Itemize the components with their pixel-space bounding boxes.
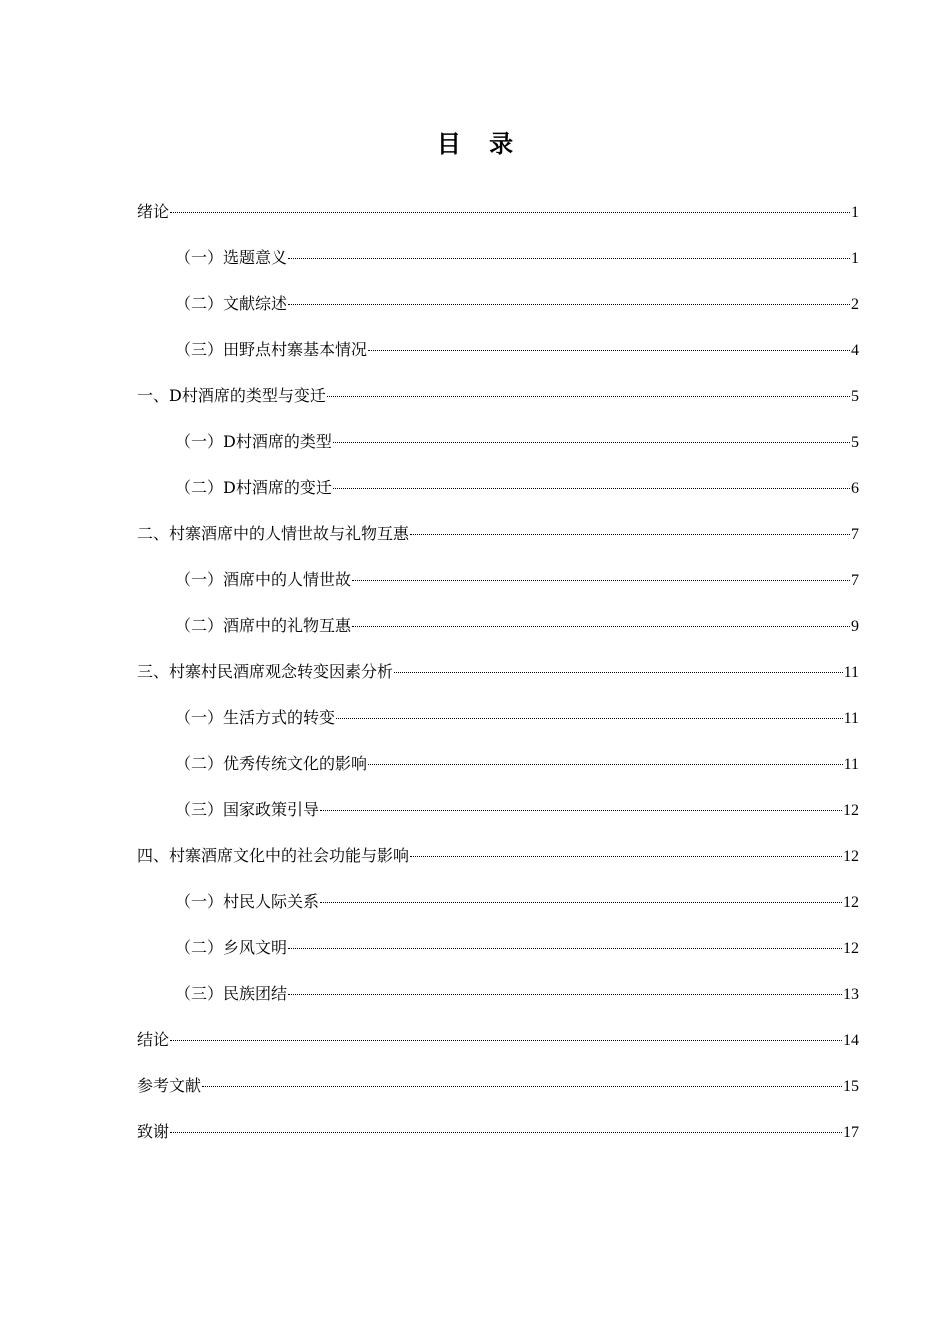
toc-dot-leader bbox=[336, 718, 843, 719]
toc-entry[interactable] bbox=[137, 475, 859, 521]
toc-dot-leader bbox=[327, 396, 850, 397]
toc-page-number: 4 bbox=[851, 342, 859, 359]
toc-entry[interactable] bbox=[137, 521, 859, 567]
toc-entry[interactable] bbox=[137, 1119, 859, 1165]
toc-page-number: 11 bbox=[843, 756, 859, 773]
toc-page-number: 17 bbox=[843, 1124, 859, 1141]
toc-page-number: 5 bbox=[851, 388, 859, 405]
toc-page-number: 1 bbox=[851, 250, 859, 267]
toc-page-number: 5 bbox=[851, 434, 859, 451]
toc-dot-leader bbox=[170, 1132, 842, 1133]
toc-page-number: 1 bbox=[851, 204, 859, 221]
toc-page-number: 11 bbox=[843, 710, 859, 727]
toc-entry[interactable] bbox=[137, 429, 859, 475]
toc-entry-title: 致谢 bbox=[137, 1122, 170, 1141]
toc-entry-title: 三、村寨村民酒席观念转变因素分析 bbox=[137, 662, 394, 681]
toc-entry-title: （三）民族团结 bbox=[175, 984, 288, 1003]
toc-entry-title: 一、D村酒席的类型与变迁 bbox=[137, 386, 326, 405]
toc-dot-leader bbox=[320, 810, 842, 811]
toc-page-number: 6 bbox=[851, 480, 859, 497]
toc-dot-leader bbox=[288, 258, 850, 259]
toc-dot-leader bbox=[410, 856, 842, 857]
toc-entry-title: （二）文献综述 bbox=[175, 294, 288, 313]
toc-entry-title: 绪论 bbox=[137, 202, 170, 221]
toc-entry[interactable] bbox=[137, 337, 859, 383]
toc-entry[interactable] bbox=[137, 705, 859, 751]
toc-title: 目 录 bbox=[436, 130, 524, 158]
toc-entry[interactable] bbox=[137, 567, 859, 613]
toc-page-number: 7 bbox=[851, 572, 859, 589]
toc-dot-leader bbox=[202, 1086, 842, 1087]
toc-dot-leader bbox=[288, 948, 842, 949]
toc-entry-title: （一）村民人际关系 bbox=[175, 892, 320, 911]
toc-dot-leader bbox=[288, 304, 850, 305]
toc-entry[interactable] bbox=[137, 797, 859, 843]
toc-page-number: 7 bbox=[851, 526, 859, 543]
toc-entry[interactable] bbox=[137, 981, 859, 1027]
toc-entry-title: 结论 bbox=[137, 1030, 170, 1049]
toc-entry-title: （一）生活方式的转变 bbox=[175, 708, 336, 727]
toc-page-number: 12 bbox=[843, 940, 859, 957]
toc-page-number: 15 bbox=[843, 1078, 859, 1095]
toc-page-number: 13 bbox=[843, 986, 859, 1003]
toc-entry[interactable] bbox=[137, 889, 859, 935]
toc-page-number: 12 bbox=[843, 894, 859, 911]
toc-page-number: 12 bbox=[843, 802, 859, 819]
toc-entry[interactable] bbox=[137, 383, 859, 429]
toc-entry-title: 二、村寨酒席中的人情世故与礼物互惠 bbox=[137, 524, 410, 543]
toc-entry-title: 参考文献 bbox=[137, 1076, 202, 1095]
toc-dot-leader bbox=[352, 626, 850, 627]
toc-dot-leader bbox=[170, 212, 850, 213]
toc-page-number: 2 bbox=[851, 296, 859, 313]
toc-dot-leader bbox=[394, 672, 843, 673]
toc-entry-title: （二）酒席中的礼物互惠 bbox=[175, 616, 352, 635]
toc-entry-title: （一）酒席中的人情世故 bbox=[175, 570, 352, 589]
toc-entry[interactable] bbox=[137, 659, 859, 705]
toc-dot-leader bbox=[410, 534, 850, 535]
toc-entry[interactable] bbox=[137, 843, 859, 889]
toc-dot-leader bbox=[333, 442, 850, 443]
toc-page-number: 9 bbox=[851, 618, 859, 635]
toc-entry-title: （三）国家政策引导 bbox=[175, 800, 320, 819]
toc-entry-title: 四、村寨酒席文化中的社会功能与影响 bbox=[137, 846, 410, 865]
toc-entry[interactable] bbox=[137, 245, 859, 291]
toc-dot-leader bbox=[288, 994, 842, 995]
toc-page-number: 12 bbox=[843, 848, 859, 865]
toc-entry-title: （一）D村酒席的类型 bbox=[175, 432, 332, 451]
toc-entry-title: （一）选题意义 bbox=[175, 248, 288, 267]
toc-dot-leader bbox=[320, 902, 842, 903]
toc-list bbox=[137, 199, 859, 1165]
toc-entry-title: （二）D村酒席的变迁 bbox=[175, 478, 332, 497]
toc-dot-leader bbox=[352, 580, 850, 581]
toc-dot-leader bbox=[368, 350, 850, 351]
toc-entry[interactable] bbox=[137, 751, 859, 797]
toc-entry[interactable] bbox=[137, 1027, 859, 1073]
toc-page-number: 14 bbox=[843, 1032, 859, 1049]
toc-entry[interactable] bbox=[137, 199, 859, 245]
toc-entry-title: （二）优秀传统文化的影响 bbox=[175, 754, 368, 773]
toc-entry[interactable] bbox=[137, 613, 859, 659]
toc-dot-leader bbox=[170, 1040, 842, 1041]
toc-entry[interactable] bbox=[137, 1073, 859, 1119]
toc-entry-title: （二）乡风文明 bbox=[175, 938, 288, 957]
toc-dot-leader bbox=[333, 488, 850, 489]
toc-dot-leader bbox=[368, 764, 843, 765]
toc-entry-title: （三）田野点村寨基本情况 bbox=[175, 340, 368, 359]
toc-page-number: 11 bbox=[843, 664, 859, 681]
toc-entry[interactable] bbox=[137, 935, 859, 981]
toc-entry[interactable] bbox=[137, 291, 859, 337]
